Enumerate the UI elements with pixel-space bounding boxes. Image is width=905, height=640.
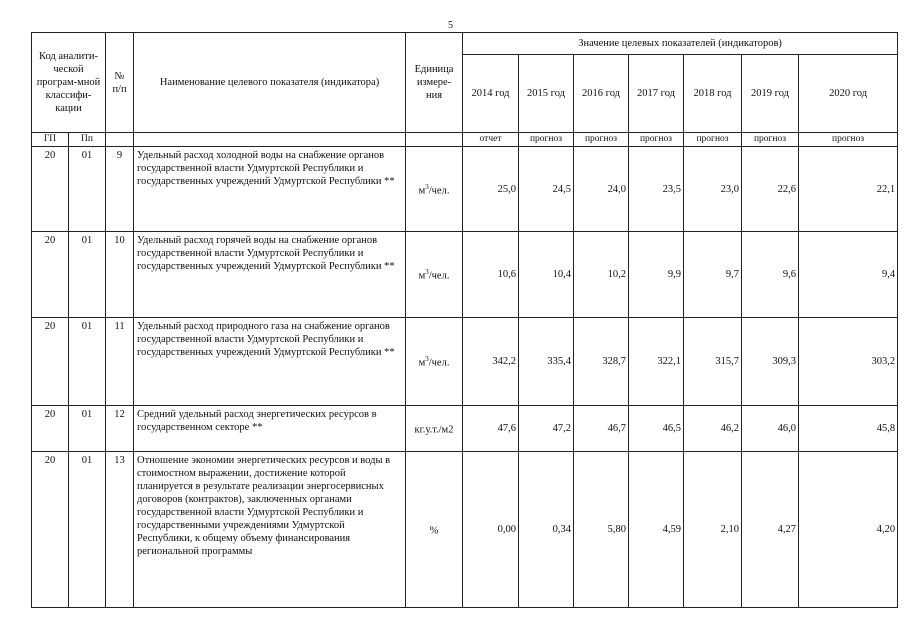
value-cell: 0,34	[519, 452, 574, 608]
value-cell: 46,5	[629, 406, 684, 452]
gp-cell: 20	[32, 147, 69, 232]
unit-base: %	[429, 525, 439, 537]
unit-base: м	[418, 357, 426, 369]
table-row	[32, 147, 898, 232]
year-type: прогноз	[799, 133, 898, 147]
value-cell: 309,3	[742, 318, 799, 406]
pp-cell: 01	[69, 406, 106, 452]
indicators-table	[31, 32, 898, 608]
year-type: прогноз	[629, 133, 684, 147]
unit-cell	[406, 147, 463, 232]
code-header: Код аналити-ческой програм-мной классифи-кации	[32, 33, 106, 133]
year-type: прогноз	[519, 133, 574, 147]
unit-cell	[406, 452, 463, 608]
value-cell: 22,1	[799, 147, 898, 232]
table-row	[32, 232, 898, 318]
empty-cell	[406, 133, 463, 147]
year-type: отчет	[463, 133, 519, 147]
indicator-name: Удельный расход горячей воды на снабжение органов государственной власти Удмуртской Республики и государственных учреждений Удмуртской Республики **	[134, 232, 406, 318]
header-row-1	[32, 33, 898, 55]
table-row	[32, 318, 898, 406]
value-cell: 22,6	[742, 147, 799, 232]
indicator-name: Удельный расход природного газа на снабжение органов государственной власти Удмуртской Республики и государственных учреждений Удмуртской Республики **	[134, 318, 406, 406]
year-header: 2016 год	[574, 55, 629, 133]
page-number: 5	[448, 20, 453, 31]
gp-cell: 20	[32, 406, 69, 452]
value-cell: 23,5	[629, 147, 684, 232]
unit-sup: 3	[425, 355, 429, 364]
value-cell: 4,27	[742, 452, 799, 608]
value-cell: 46,2	[684, 406, 742, 452]
value-cell: 342,2	[463, 318, 519, 406]
unit-cell	[406, 318, 463, 406]
table-row	[32, 452, 898, 608]
value-cell: 24,0	[574, 147, 629, 232]
unit-base: кг.у.т./м2	[414, 424, 454, 436]
year-header: 2019 год	[742, 55, 799, 133]
unit-cell	[406, 232, 463, 318]
value-cell: 46,0	[742, 406, 799, 452]
row-number: 12	[106, 406, 134, 452]
value-cell: 322,1	[629, 318, 684, 406]
pp-cell: 01	[69, 232, 106, 318]
year-header: 2014 год	[463, 55, 519, 133]
row-number: 10	[106, 232, 134, 318]
value-cell: 303,2	[799, 318, 898, 406]
value-cell: 2,10	[684, 452, 742, 608]
gp-cell: 20	[32, 232, 69, 318]
value-cell: 4,59	[629, 452, 684, 608]
number-header: № п/п	[106, 33, 134, 133]
value-cell: 46,7	[574, 406, 629, 452]
value-cell: 315,7	[684, 318, 742, 406]
value-cell: 0,00	[463, 452, 519, 608]
unit-sup: 3	[425, 182, 429, 191]
year-type: прогноз	[742, 133, 799, 147]
row-number: 9	[106, 147, 134, 232]
year-header: 2015 год	[519, 55, 574, 133]
name-header: Наименование целевого показателя (индикатора)	[134, 33, 406, 133]
year-header: 2020 год	[799, 55, 898, 133]
value-cell: 9,6	[742, 232, 799, 318]
value-cell: 10,6	[463, 232, 519, 318]
indicator-name: Средний удельный расход энергетических ресурсов в государственном секторе **	[134, 406, 406, 452]
value-cell: 10,2	[574, 232, 629, 318]
row-number: 11	[106, 318, 134, 406]
value-cell: 23,0	[684, 147, 742, 232]
year-type: прогноз	[684, 133, 742, 147]
unit-rest: /чел.	[428, 270, 450, 282]
header-row-3	[32, 133, 898, 147]
gp-cell: 20	[32, 318, 69, 406]
value-cell: 335,4	[519, 318, 574, 406]
pp-header: Пп	[69, 133, 106, 147]
unit-rest: /чел.	[428, 185, 450, 197]
year-header: 2018 год	[684, 55, 742, 133]
value-cell: 328,7	[574, 318, 629, 406]
indicator-name: Отношение экономии энергетических ресурсов и воды в стоимостном выражении, достижение которой планируется в результате реализации энергосервисных договоров (контрактов), заключенных органами государственной власти Удмуртской Республики и государственными учреждениями Удмуртской Республики, к общему объему финансирования региональной программы	[134, 452, 406, 608]
pp-cell: 01	[69, 318, 106, 406]
table-row	[32, 406, 898, 452]
row-number: 13	[106, 452, 134, 608]
unit-sup: 3	[425, 268, 429, 277]
value-cell: 47,6	[463, 406, 519, 452]
year-header: 2017 год	[629, 55, 684, 133]
value-cell: 4,20	[799, 452, 898, 608]
empty-cell	[106, 133, 134, 147]
year-type: прогноз	[574, 133, 629, 147]
pp-cell: 01	[69, 147, 106, 232]
unit-cell	[406, 406, 463, 452]
value-cell: 25,0	[463, 147, 519, 232]
unit-base: м	[418, 270, 426, 282]
value-cell: 9,4	[799, 232, 898, 318]
pp-cell: 01	[69, 452, 106, 608]
unit-rest: /чел.	[428, 357, 450, 369]
indicator-name: Удельный расход холодной воды на снабжение органов государственной власти Удмуртской Республики и государственных учреждений Удмуртской Республики **	[134, 147, 406, 232]
values-header: Значение целевых показателей (индикаторов)	[463, 33, 898, 55]
value-cell: 9,7	[684, 232, 742, 318]
value-cell: 9,9	[629, 232, 684, 318]
unit-base: м	[418, 185, 426, 197]
gp-cell: 20	[32, 452, 69, 608]
gp-header: ГП	[32, 133, 69, 147]
value-cell: 47,2	[519, 406, 574, 452]
empty-cell	[134, 133, 406, 147]
unit-header: Единица измере-ния	[406, 33, 463, 133]
value-cell: 5,80	[574, 452, 629, 608]
value-cell: 45,8	[799, 406, 898, 452]
value-cell: 24,5	[519, 147, 574, 232]
value-cell: 10,4	[519, 232, 574, 318]
